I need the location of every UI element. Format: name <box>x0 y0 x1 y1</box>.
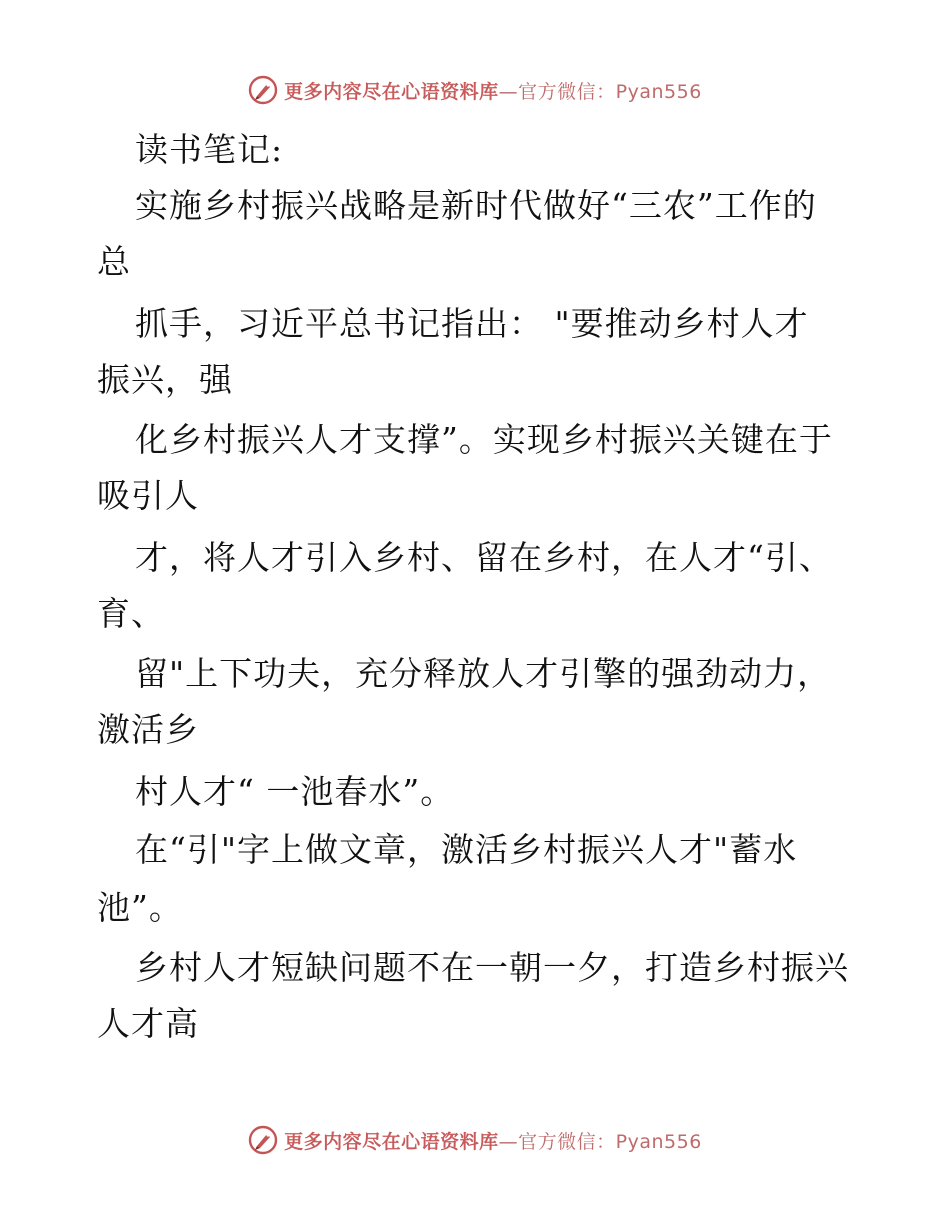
banner-text <box>284 77 702 104</box>
text-line: 激活乡 <box>97 710 199 749</box>
banner-brand: 更多内容尽在心语资料库 <box>284 1130 499 1153</box>
text-line: 振兴，强 <box>97 360 233 399</box>
text-line: 在“引"字上做文章，激活乡村振兴人才"蓄水 <box>135 830 798 869</box>
text-line: 育、 <box>97 594 165 633</box>
banner-brand: 更多内容尽在心语资料库 <box>284 80 499 103</box>
text-line: 化乡村振兴人才支撑”。实现乡村振兴关键在于 <box>135 420 833 459</box>
text-line: 实施乡村振兴战略是新时代做好“三农”工作的 <box>135 186 817 225</box>
text-line: 吸引人 <box>97 476 199 515</box>
text-line: 抓手，习近平总书记指出： "要推动乡村人才 <box>135 304 809 343</box>
pen-nib-logo-icon <box>248 75 278 105</box>
banner-separator: — <box>498 80 519 103</box>
text-line: 才，将人才引入乡村、留在乡村，在人才“引、 <box>135 538 833 577</box>
text-line: 总 <box>97 242 131 281</box>
footer-banner <box>0 1120 950 1160</box>
banner-text <box>284 1127 702 1154</box>
banner-wechat: 官方微信：Pyan556 <box>518 1130 702 1153</box>
banner-separator: — <box>498 1130 519 1153</box>
text-line: 留"上下功夫，充分释放人才引擎的强劲动力， <box>135 654 832 693</box>
text-line: 乡村人才短缺问题不在一朝一夕，打造乡村振兴 <box>135 948 849 987</box>
text-line: 村人才“ 一池春水”。 <box>135 772 455 811</box>
text-line: 读书笔记: <box>135 130 284 169</box>
pen-nib-logo-icon <box>248 1125 278 1155</box>
text-line: 人才高 <box>97 1004 199 1043</box>
text-line: 池”。 <box>97 888 183 927</box>
header-banner <box>0 70 950 110</box>
banner-wechat: 官方微信：Pyan556 <box>518 80 702 103</box>
